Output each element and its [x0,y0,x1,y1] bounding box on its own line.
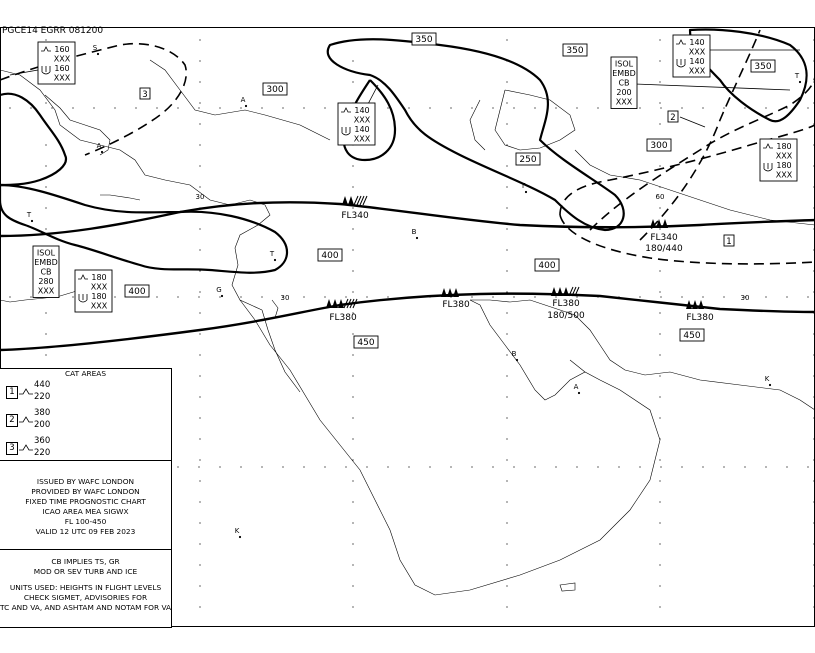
turbulence-icon [19,388,33,396]
location-dot [239,536,241,538]
location-dot [31,220,33,222]
ti-box-line: 140 [689,57,705,66]
cb-box-line: 280 [38,277,54,286]
ti-box-line: XXX [353,134,371,144]
svg-text:1: 1 [726,237,732,247]
issued-line: FL 100-450 [64,517,107,526]
cb-box-line: ISOL [36,248,56,258]
jet-fl-label: FL380 [442,300,470,310]
location-dot [245,105,247,107]
ti-box-line: XXX [90,301,108,311]
chart-id: PGCE14 EGRR 081200 [2,26,104,36]
turbulence-icon [19,444,33,452]
tropopause-height: 300 [266,85,284,95]
ti-box-line: 160 [54,64,70,73]
turb-ice-box [673,35,710,77]
cb-box-line: CB [618,78,630,88]
jet-fl-label: FL340 [341,211,369,221]
ti-box-line: XXX [90,282,108,292]
issued-line: VALID 12 UTC 09 FEB 2023 [35,527,136,536]
ti-box-line: 140 [689,38,705,47]
cat-number: 3 [6,442,18,455]
jet-speed-depth-label: 180/500 [547,311,585,321]
wind-flag [650,219,668,228]
ti-box-line: XXX [775,151,793,161]
note-line: UNITS USED: HEIGHTS IN FLIGHT LEVELS [9,583,162,592]
jet-fl-label: FL380 [329,313,357,323]
location-dot [274,259,276,261]
location-dot [769,384,771,386]
location-marker-label: S [92,44,98,52]
issued-block [0,477,171,537]
location-marker-label: A [240,96,246,104]
turb-ice-box [38,42,75,84]
issued-line: FIXED TIME PROGNOSTIC CHART [25,497,146,506]
tropopause-height: 400 [538,261,556,271]
location-dot [578,392,580,394]
cb-box-line: CB [40,267,52,277]
location-marker-label: G [216,286,222,294]
turb-ice-box [338,103,375,145]
ti-box-line: XXX [53,54,71,64]
location-marker-label: A [96,142,102,150]
wind-flag [441,288,459,297]
ti-box-line: XXX [688,66,706,76]
cb-box-line: EMBD [612,69,636,78]
jet-speed-depth-label: 180/440 [645,244,683,254]
latitude-label: 30 [280,294,290,302]
cb-info-box [611,57,637,109]
cat-areas-title: CAT AREAS [64,369,107,378]
turb-ice-box [760,139,797,181]
note-line: TC AND VA, AND ASHTAM AND NOTAM FOR VA [0,603,172,612]
legend-panel [0,368,172,628]
tropopause-height: 350 [415,35,433,45]
cat-number: 2 [6,414,18,427]
cat-base: 220 [34,448,51,458]
location-marker-label: T [26,211,32,219]
latitude-label: 60 [655,193,665,201]
cat-base: 200 [34,420,51,430]
cb-box-line: 200 [616,88,632,97]
ti-box-line: XXX [775,170,793,180]
tropopause-height: 350 [754,62,772,72]
ti-box-line: 180 [91,292,107,301]
location-marker-label: B [411,228,417,236]
ti-box-line: 140 [354,125,370,134]
ti-box-line: 140 [354,106,370,115]
location-dot [516,359,518,361]
turb-ice-box [75,270,112,312]
ti-box-line: 180 [91,273,107,282]
jet-fl-label: FL340 [650,233,678,243]
turbulence-icon [19,416,33,424]
note-line: CB IMPLIES TS, GR [51,557,120,566]
note-line: MOD OR SEV TURB AND ICE [33,567,138,576]
cat-number: 1 [6,386,18,399]
location-marker-label: B [511,350,517,358]
ti-box-line: 160 [54,45,70,54]
location-marker-label: T [269,250,275,258]
location-marker-label: K [234,527,240,535]
cb-box-line: XXX [37,286,55,296]
tropopause-height: 400 [321,251,339,261]
cat-top: 380 [34,408,51,418]
location-dot [221,295,223,297]
location-marker-label: A [573,383,579,391]
location-marker-label: T [794,72,800,80]
wind-flag [686,300,704,309]
svg-text:3: 3 [142,90,148,100]
cb-box-line: EMBD [34,258,58,267]
cb-box-line: XXX [615,97,633,107]
svg-text:2: 2 [670,113,676,123]
latitude-label: 30 [195,193,205,201]
cat-top: 440 [34,380,51,390]
cat-area-label [140,88,150,100]
jet-fl-label: FL380 [686,313,714,323]
issued-line: ISSUED BY WAFC LONDON [36,477,135,486]
cb-box-line: ISOL [614,59,634,69]
tropopause-height: 450 [357,338,375,348]
latitude-label: 30 [740,294,750,302]
tropopause-height: 250 [519,155,537,165]
ti-box-line: 180 [776,142,792,151]
tropopause-height: 400 [128,287,146,297]
ti-box-line: 180 [776,161,792,170]
location-dot [416,237,418,239]
ti-box-line: XXX [353,115,371,125]
ti-box-line: XXX [53,73,71,83]
location-dot [525,191,527,193]
cat-top: 360 [34,436,51,446]
ti-box-line: XXX [688,47,706,57]
location-marker-label: K [764,375,770,383]
cat-base: 220 [34,392,51,402]
tropopause-height: 450 [683,331,701,341]
cat-area-label [668,111,678,123]
location-dot [101,151,103,153]
legend-divider [0,549,171,550]
notes-block [0,557,171,613]
note-line: CHECK SIGMET, ADVISORIES FOR [23,593,148,602]
issued-line: ICAO AREA MEA SIGWX [42,507,129,516]
cat-area-label [724,235,734,247]
location-dot [97,53,99,55]
cb-info-box [33,246,59,298]
legend-divider [0,460,171,461]
location-dot [799,81,801,83]
tropopause-height: 350 [566,46,584,56]
tropopause-height: 300 [650,141,668,151]
issued-line: PROVIDED BY WAFC LONDON [31,487,140,496]
jet-fl-label: FL380 [552,299,580,309]
location-marker-label: T [520,182,526,190]
